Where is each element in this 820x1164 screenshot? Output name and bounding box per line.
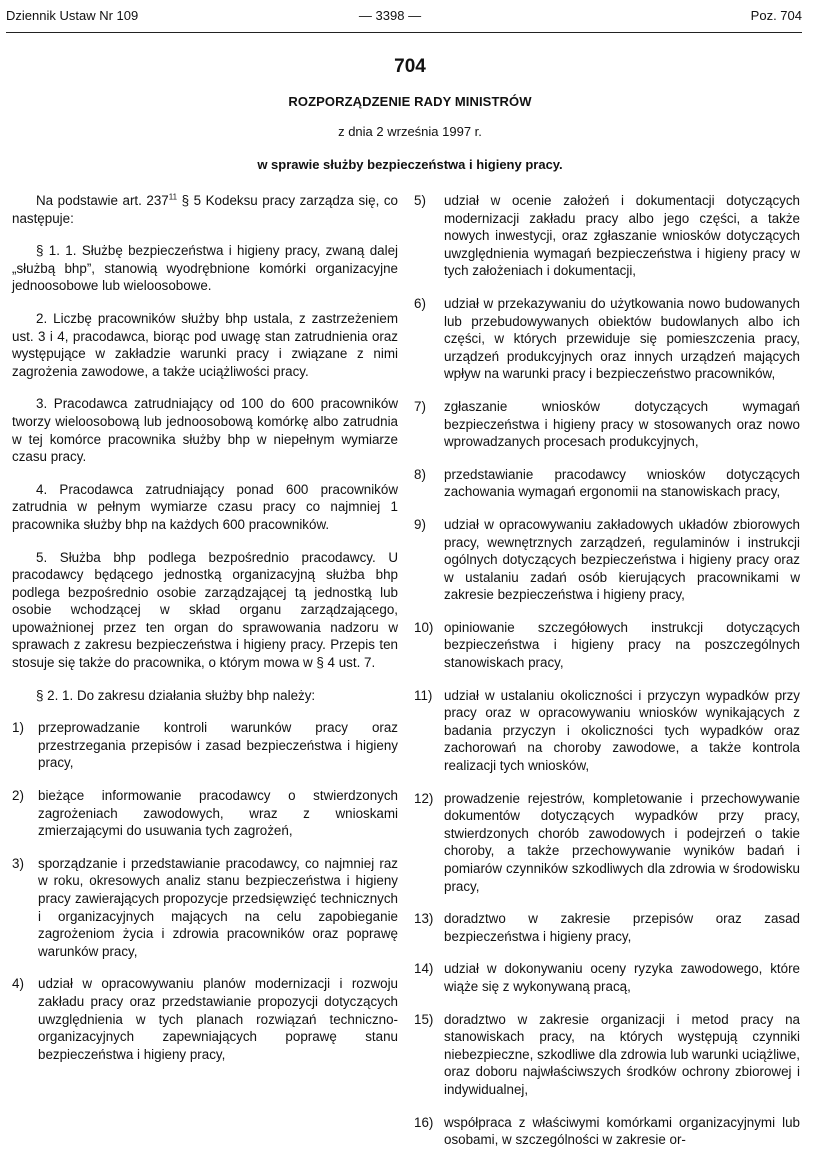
list-item (414, 192, 800, 280)
item-text: udział w dokonywaniu oceny ryzyka zawodowego, które wiąże się z wykonywaną pracą, (444, 961, 800, 994)
paragraph-1-5: 5. Służba bhp podlega bezpośrednio pracodawcy. U pracodawcy będącego jednostką organizacyjną służba bhp podlega bezpośrednio osobie zarządzającej tą jednostką lub osobie wchodzącej w skład organu zarządzającego, upoważnionej przez ten organ do sprawowania nadzoru w sprawach z zakresu bezpieczeństwa i higieny pracy. Przepis ten stosuje się także do pracownika, o którym mowa w § 4 ust. 7. (12, 549, 398, 671)
item-text: przedstawianie pracodawcy wniosków dotyczących zachowania wymagań ergonomii na stanowiskach pracy, (444, 466, 800, 500)
journal-name: Dziennik Ustaw Nr 109 (6, 8, 139, 23)
item-number: 15) (414, 1011, 434, 1027)
left-column (12, 192, 398, 1078)
item-text: przeprowadzanie kontroli warunków pracy oraz przestrzegania przepisów i zasad bezpieczeństwa i higieny pracy, (38, 720, 398, 771)
item-text: udział w opracowywaniu planów modernizacji i rozwoju zakładu pracy oraz przedstawianie propozycji dotyczących uwzględnienia w tych planach rozwiązań techniczno-organizacyjnych zapewniających poprawę stanu bezpieczeństwa i higieny pracy, (38, 976, 398, 1062)
item-number: 4) (12, 976, 24, 992)
position-reference: Poz. 704 (750, 8, 802, 23)
item-number: 12) (414, 790, 434, 806)
paragraph-1-3: 3. Pracodawca zatrudniający od 100 do 600 pracowników tworzy wieloosobową lub jednoosobową komórkę albo zatrudnia w tej komórce pracownika służby bhp w niepełnym wymiarze czasu pracy. (12, 396, 398, 465)
item-number: 10) (414, 619, 434, 635)
item-text: bieżące informowanie pracodawcy o stwierdzonych zagrożeniach zawodowych, wraz z wnioskami zmierzającymi do usuwania tych zagrożeń, (38, 788, 398, 839)
header-divider (6, 32, 802, 33)
right-column (414, 192, 800, 1164)
item-text: udział w opracowywaniu zakładowych układów zbiorowych pracy, wewnętrznych zarządzeń, regulaminów i instrukcji ogólnych dotyczących bezpieczeństwa i higieny pracy oraz w ustalaniu zadań osób kierujących pracownikami w zakresie bezpieczeństwa i higieny pracy, (444, 516, 800, 603)
item-number: 13) (414, 911, 434, 927)
act-date: z dnia 2 września 1997 r. (338, 124, 482, 139)
list-item (414, 687, 800, 775)
item-number: 9) (414, 516, 426, 532)
item-text: sporządzanie i przedstawianie pracodawcy, co najmniej raz w roku, okresowych analiz stanu bezpieczeństwa i higieny pracy zawierających propozycje przedsięwzięć technicznych i organizacyjnych mających na celu zapobieganie zagrożeniom życia i zdrowia pracowników oraz poprawę warunków pracy, (38, 855, 398, 959)
item-text: opiniowanie szczegółowych instrukcji dotyczących bezpieczeństwa i higieny pracy na poszczególnych stanowiskach pracy, (444, 619, 800, 671)
list-item (414, 295, 800, 383)
item-text: zgłaszanie wniosków dotyczących wymagań bezpieczeństwa i higieny pracy w stosowanych oraz nowo wprowadzanych procesach produkcyjnych, (444, 398, 800, 450)
item-text: doradztwo w zakresie przepisów oraz zasad bezpieczeństwa i higieny pracy, (444, 911, 800, 944)
act-title: ROZPORZĄDZENIE RADY MINISTRÓW (288, 94, 532, 109)
item-number: 6) (414, 295, 426, 311)
item-text: udział w przekazywaniu do użytkowania nowo budowanych lub przebudowywanych obiektów budowlanych albo ich części, w których przewiduje się pomieszczenia pracy, urządzeń produkcyjnych oraz innych urządzeń mających wpływ na warunki pracy i bezpieczeństwo pracowników, (444, 295, 800, 382)
item-number: 3) (12, 855, 24, 871)
item-number: 11) (414, 687, 433, 703)
list-item (414, 910, 800, 945)
preamble: Na podstawie art. $237^{11}$ § 5 Kodeksu pracy zarządza się, co następuje: (12, 192, 399, 226)
item-number: 5) (414, 193, 426, 208)
paragraph-1-2: 2. Liczbę pracowników służby bhp ustala, z zastrzeżeniem ust. 3 i 4, pracodawca, biorąc pod uwagę stan zatrudnienia oraz występujące w zakładzie warunki pracy i związane z nimi zagrożenia zawodowe, a także uciążliwości pracy. (12, 310, 398, 379)
list-item (414, 398, 800, 451)
list-item (414, 516, 800, 604)
act-subject: w sprawie służby bezpieczeństwa i higieny pracy. (257, 157, 563, 172)
list-item (12, 855, 398, 961)
item-number: 7) (414, 398, 426, 414)
list-item (414, 1011, 800, 1099)
list-item (414, 960, 800, 995)
item-text: współpraca z właściwymi komórkami organizacyjnymi lub osobami, w szczególności w zakresie or- (444, 1114, 800, 1148)
paragraph-2-1: § 2. 1. Do zakresu działania służby bhp należy: (36, 687, 316, 703)
article-superscript: 11 (168, 192, 178, 202)
item-text: prowadzenie rejestrów, kompletowanie i przechowywanie dokumentów dotyczących wypadków przy pracy, stwierdzonych chorób zawodowych i podejrzeń o takie choroby, a także przechowywanie wyników badań i pomiarów czynników szkodliwych dla zdrowia w środowisku pracy, (444, 790, 800, 894)
list-item (12, 719, 398, 772)
item-number: 1) (12, 720, 24, 736)
item-number: 14) (414, 961, 434, 977)
list-item (414, 466, 800, 501)
item-number: 2) (12, 788, 24, 804)
list-item (414, 1114, 800, 1149)
item-number: 8) (414, 466, 426, 482)
item-text: udział w ustalaniu okoliczności i przyczyn wypadków przy pracy oraz w opracowywaniu wniosków wynikających z badania przyczyn i okoliczności tych wypadków oraz zachorowań na choroby zawodowe, a także kontrola realizacji tych wniosków, (444, 687, 800, 774)
item-text: doradztwo w zakresie organizacji i metod pracy na stanowiskach pracy, na których występują czynniki niebezpieczne, szkodliwe dla zdrowia lub warunki uciążliwe, oraz doboru najwłaściwszych środków ochrony zbiorowej i indywidualnej, (444, 1011, 800, 1097)
list-item (414, 790, 800, 896)
list-item (12, 975, 398, 1063)
paragraph-1-4: 4. Pracodawca zatrudniający ponad 600 pracowników zatrudnia w pełnym wymiarze czasu pracy co najmniej 1 pracownika służby bhp na każdych 600 pracowników. (12, 481, 398, 532)
list-item (414, 619, 800, 672)
page-number: — 3398 — (358, 8, 422, 23)
list-item (12, 787, 398, 840)
item-number: 16) (414, 1114, 434, 1130)
position-number: 704 (394, 56, 426, 77)
item-text: udział w ocenie założeń i dokumentacji dotyczących modernizacji zakładu pracy albo jego części, a także nowych inwestycji, oraz zgłaszanie wniosków dotyczących uwzględnienia wymagań bezpieczeństwa i higieny pracy w tych założeniach i dokumentacji, (444, 193, 800, 279)
paragraph-1-1: § 1. 1. Służbę bezpieczeństwa i higieny pracy, zwaną dalej „służbą bhp”, stanowią wyodrębnione komórki organizacyjne jednoosobowe lub wieloosobowe. (12, 243, 398, 294)
